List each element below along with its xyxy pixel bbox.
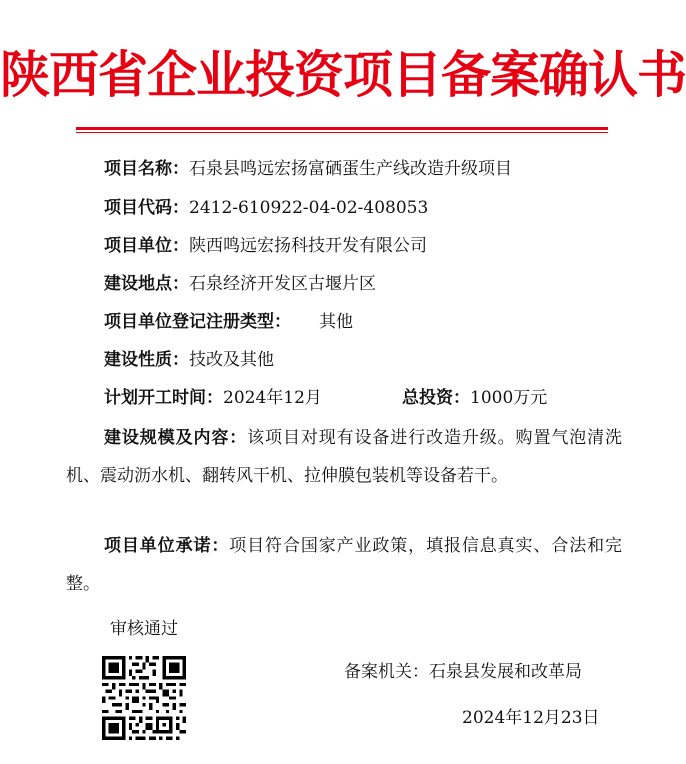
title-rule-thick — [76, 127, 608, 130]
field-value: 陕西鸣远宏扬科技开发有限公司 — [189, 236, 427, 256]
field-label: 项目单位： — [104, 236, 189, 256]
field-value: 石泉经济开发区古堰片区 — [189, 274, 376, 294]
field-commitment — [66, 527, 622, 603]
field-value: 石泉县鸣远宏扬富硒蛋生产线改造升级项目 — [189, 159, 512, 179]
field-project-name — [104, 157, 512, 181]
field-value: 其他 — [319, 312, 353, 332]
filing-authority: 备案机关：石泉县发展和改革局 — [344, 662, 582, 682]
field-label: 建设地点： — [104, 274, 189, 294]
field-label: 总投资： — [402, 388, 470, 408]
field-construction-site — [104, 272, 376, 296]
field-value: 项目符合国家产业政策，填报信息真实、合法和完整。 — [66, 536, 622, 594]
field-value: 技改及其他 — [189, 350, 274, 370]
field-planned-start — [104, 386, 322, 410]
field-value: 2024年12月 — [223, 388, 322, 408]
field-label: 建设性质： — [104, 350, 189, 370]
document-title: 陕西省企业投资项目备案确认书 — [0, 46, 686, 104]
field-label: 计划开工时间： — [104, 388, 223, 408]
field-label: 项目单位登记注册类型： — [104, 312, 291, 332]
field-registration-type — [104, 310, 353, 334]
review-status: 审核通过 — [110, 619, 178, 639]
field-value: 该项目对现有设备进行改造升级。购置气泡清洗机、震动沥水机、翻转风干机、拉伸膜包装机等设备若干。 — [66, 428, 623, 486]
filing-date: 2024年12月23日 — [462, 708, 600, 728]
field-scale-content — [66, 419, 622, 495]
field-project-unit — [104, 234, 427, 258]
field-construction-nature — [104, 348, 274, 372]
field-project-code — [104, 196, 428, 220]
field-label: 项目名称： — [104, 159, 189, 179]
field-value: 1000万元 — [470, 388, 548, 408]
field-label: 建设规模及内容： — [104, 428, 248, 448]
field-value: 2412-610922-04-02-408053 — [189, 198, 429, 218]
title-rule-thin — [76, 132, 608, 133]
field-label: 项目代码： — [104, 198, 189, 218]
field-label: 项目单位承诺： — [104, 536, 230, 556]
qr-code-icon — [102, 656, 186, 740]
field-total-investment — [402, 386, 547, 410]
